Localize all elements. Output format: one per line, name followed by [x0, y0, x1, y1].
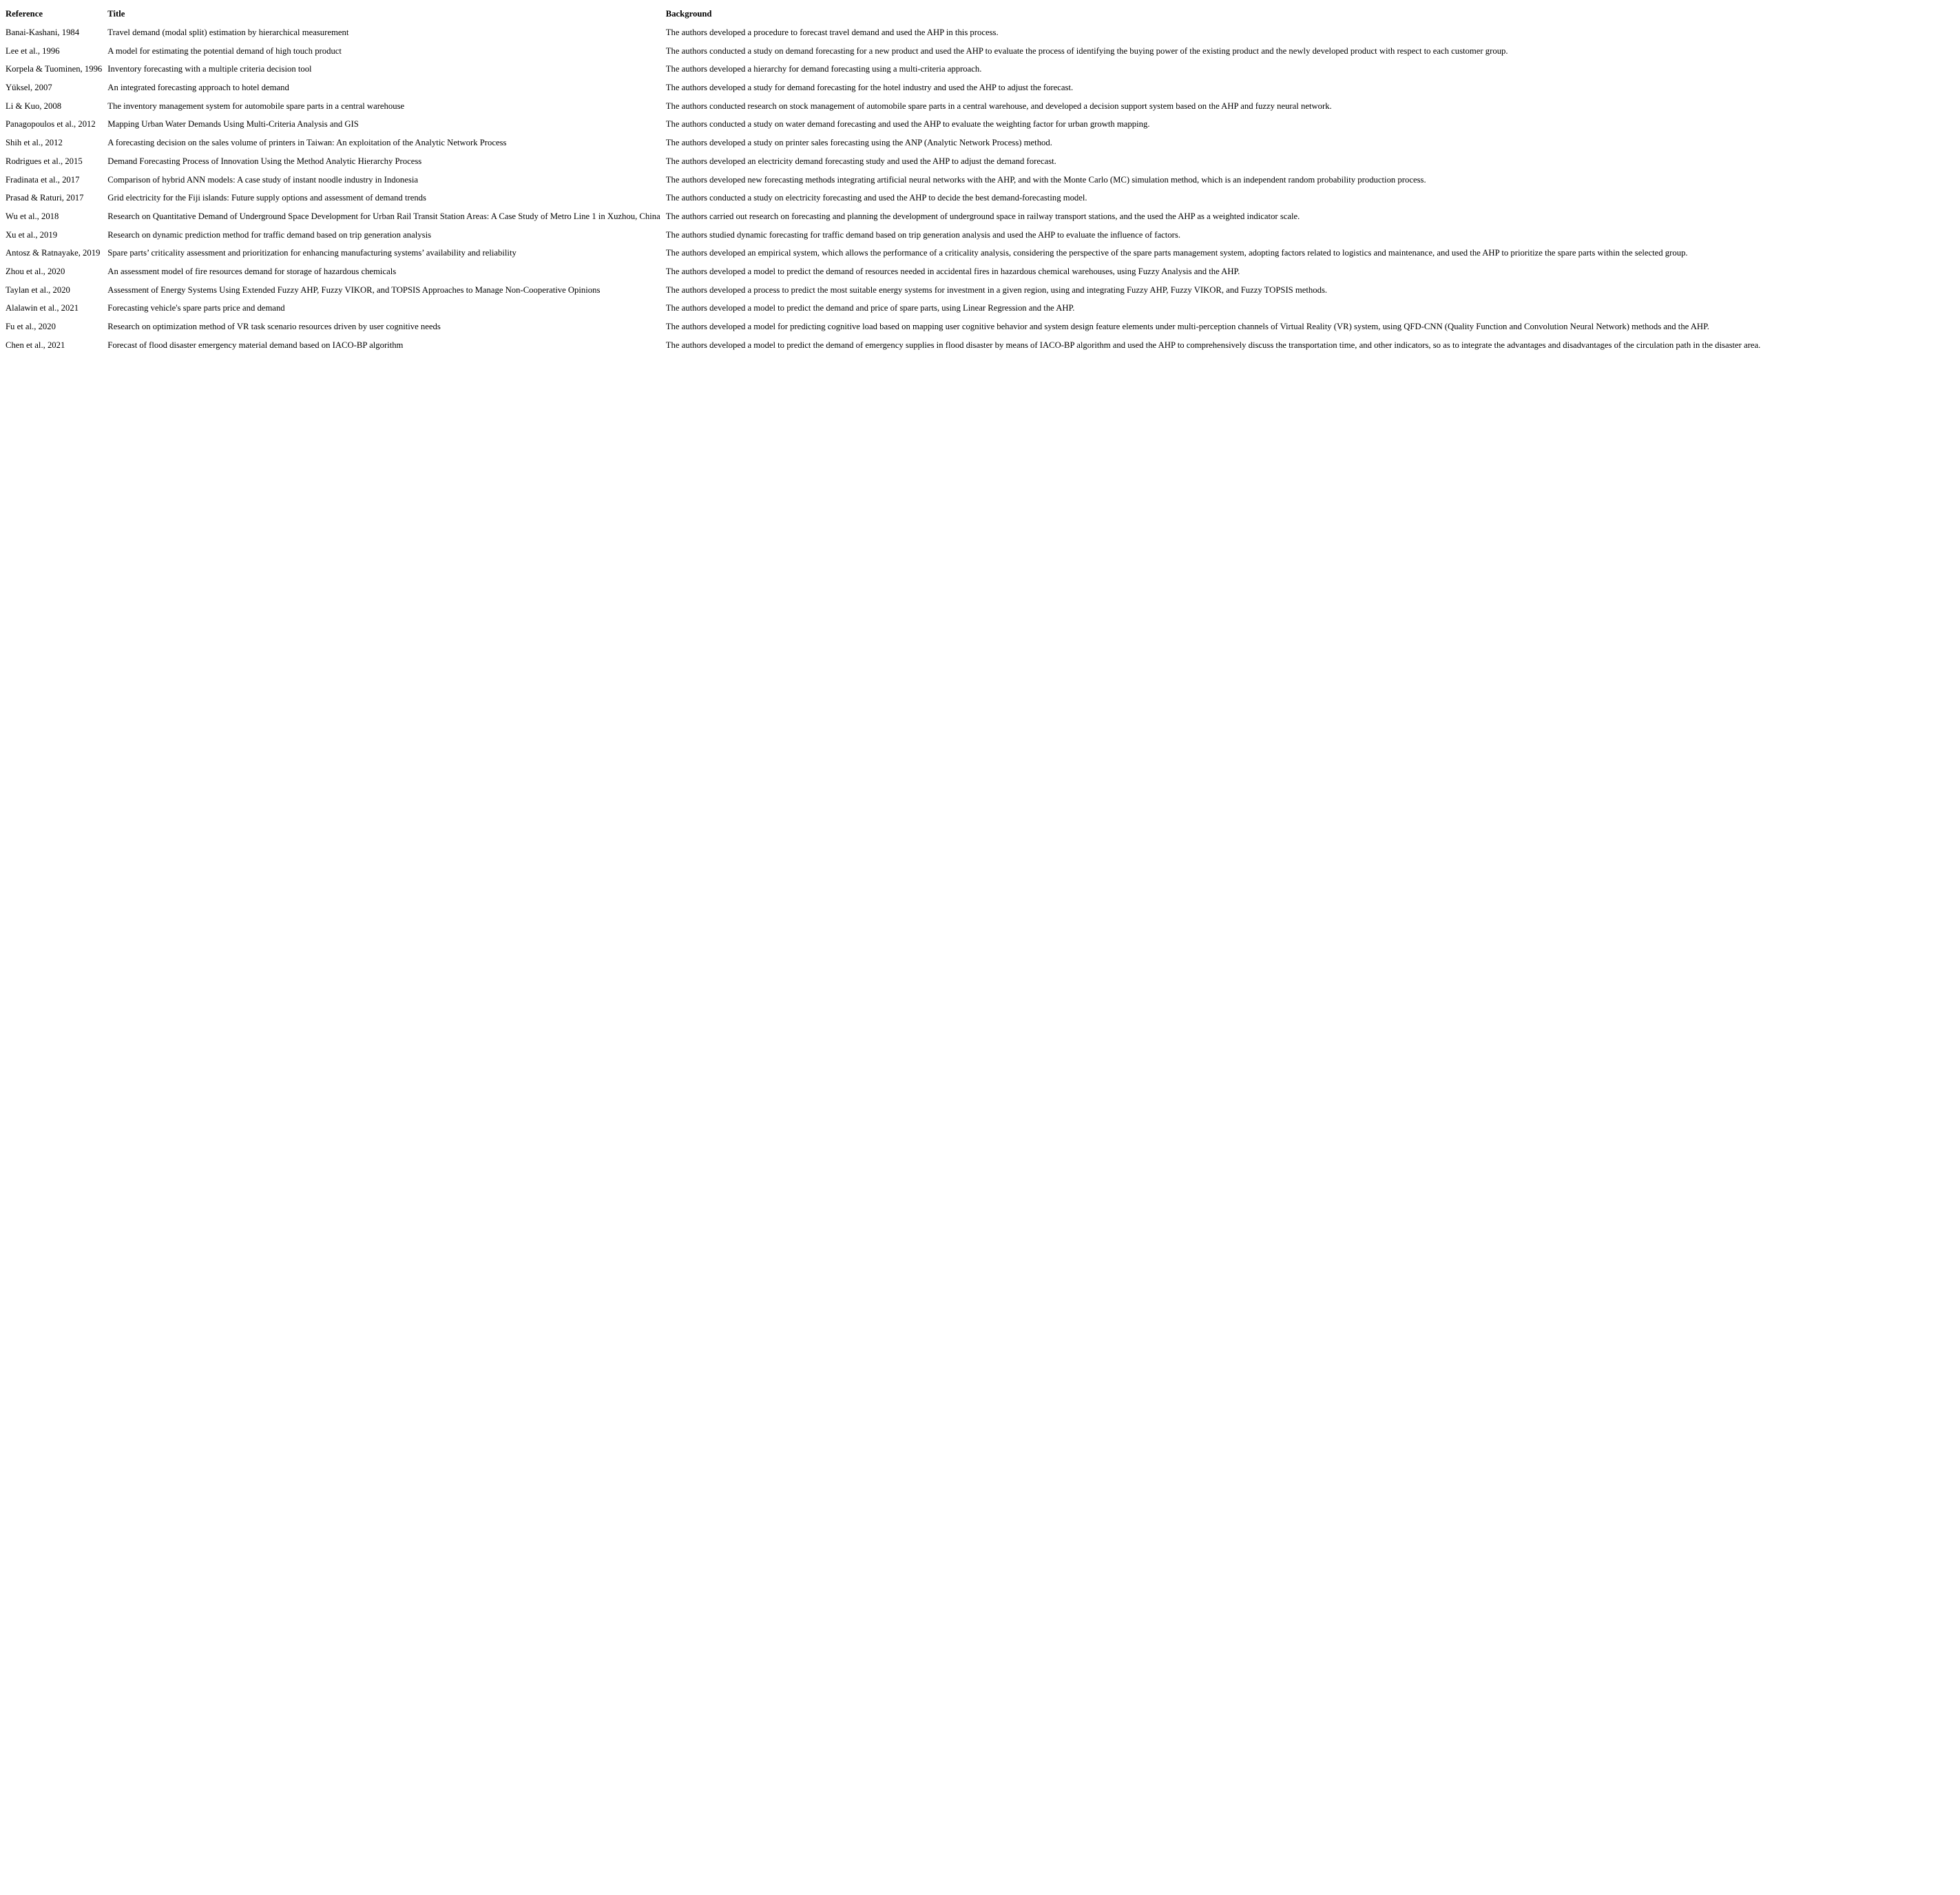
reference-cell: Wu et al., 2018: [6, 211, 59, 221]
title-cell: Assessment of Energy Systems Using Extended Fuzzy AHP, Fuzzy VIKOR, and TOPSIS Approaches to Manage Non-Cooperative Opinions: [107, 284, 601, 295]
title-cell: Mapping Urban Water Demands Using Multi-Criteria Analysis and GIS: [107, 119, 359, 130]
title-cell: Research on optimization method of VR task scenario resources driven by user cognitive needs: [107, 322, 441, 332]
reference-cell: Prasad & Raturi, 2017: [6, 193, 84, 203]
reference-cell: Korpela & Tuominen, 1996: [6, 64, 103, 74]
reference-cell: Lee et al., 1996: [6, 45, 60, 56]
title-cell: A forecasting decision on the sales volume of printers in Taiwan: An exploitation of the Analytic Network Process: [107, 138, 507, 148]
table-row: [3, 96, 1763, 115]
title-cell: Travel demand (modal split) estimation by hierarchical measurement: [107, 28, 349, 38]
reference-cell: Taylan et al., 2020: [6, 284, 70, 295]
table-body: [3, 23, 1763, 354]
reference-cell: Rodrigues et al., 2015: [6, 156, 83, 166]
background-cell: The authors studied dynamic forecasting for traffic demand based on trip generation analysis and used the AHP to evaluate the influence of factors.: [665, 229, 1180, 240]
background-cell: The authors conducted research on stock management of automobile spare parts in a central warehouse, and developed a decision support system based on the AHP and fuzzy neural network.: [665, 101, 1332, 111]
table-row: [3, 23, 1763, 42]
reference-cell: Li & Kuo, 2008: [6, 101, 62, 111]
table-row: [3, 115, 1763, 134]
background-cell: The authors conducted a study on electricity forecasting and used the AHP to decide the best demand-forecasting model.: [665, 193, 1087, 203]
table-row: [3, 207, 1763, 226]
header-background: Background: [665, 9, 712, 19]
table-row: [3, 262, 1763, 281]
table-row: [3, 60, 1763, 79]
table-row: [3, 152, 1763, 171]
reference-cell: Yüksel, 2007: [6, 83, 52, 93]
background-cell: The authors developed new forecasting methods integrating artificial neural networks with the AHP, and with the Monte Carlo (MC) simulation method, which is an independent random probability production process.: [665, 174, 1426, 185]
background-cell: The authors developed a model to predict the demand of resources needed in accidental fires in hazardous chemical warehouses, using Fuzzy Analysis and the AHP.: [665, 266, 1240, 276]
background-cell: The authors developed a procedure to forecast travel demand and used the AHP in this process.: [665, 28, 999, 38]
background-cell: The authors developed a process to predict the most suitable energy systems for investment in a given region, using and integrating Fuzzy AHP, Fuzzy VIKOR, and Fuzzy TOPSIS methods.: [665, 284, 1328, 295]
reference-cell: Panagopoulos et al., 2012: [6, 119, 96, 130]
table-row: [3, 280, 1763, 299]
reference-cell: Fradinata et al., 2017: [6, 174, 80, 185]
title-cell: An integrated forecasting approach to hotel demand: [107, 83, 289, 93]
background-cell: The authors developed a study on printer sales forecasting using the ANP (Analytic Network Process) method.: [665, 138, 1052, 148]
reference-cell: Alalawin et al., 2021: [6, 303, 79, 313]
table-header: [3, 5, 1763, 23]
background-cell: The authors developed an electricity demand forecasting study and used the AHP to adjust the demand forecast.: [665, 156, 1056, 166]
title-cell: Forecast of flood disaster emergency material demand based on IACO-BP algorithm: [107, 340, 404, 350]
reference-cell: Xu et al., 2019: [6, 229, 58, 240]
table-row: [3, 318, 1763, 336]
table-row: [3, 244, 1763, 262]
background-cell: The authors developed a model to predict the demand and price of spare parts, using Linear Regression and the AHP.: [665, 303, 1075, 313]
title-cell: An assessment model of fire resources demand for storage of hazardous chemicals: [107, 266, 397, 276]
literature-table: [3, 5, 1763, 354]
background-cell: The authors developed a model for predicting cognitive load based on mapping user cognitive behavior and system design feature elements under multi-perception channels of Virtual Reality (VR) system, using QFD-CNN (Quality Function and Convolution Neural Network) methods and the AHP.: [665, 322, 1709, 332]
reference-cell: Antosz & Ratnayake, 2019: [6, 248, 101, 258]
background-cell: The authors conducted a study on demand forecasting for a new product and used the AHP to evaluate the process of identifying the buying power of the existing product and the newly developed product with respect to each customer group.: [665, 45, 1508, 56]
reference-cell: Zhou et al., 2020: [6, 266, 65, 276]
table-row: [3, 170, 1763, 189]
title-cell: Inventory forecasting with a multiple criteria decision tool: [107, 64, 312, 74]
background-cell: The authors conducted a study on water demand forecasting and used the AHP to evaluate the weighting factor for urban growth mapping.: [665, 119, 1150, 130]
table-row: [3, 335, 1763, 354]
header-row: [3, 5, 1763, 23]
header-title: Title: [107, 9, 125, 19]
title-cell: A model for estimating the potential demand of high touch product: [107, 45, 342, 56]
title-cell: Demand Forecasting Process of Innovation Using the Method Analytic Hierarchy Process: [107, 156, 422, 166]
table-row: [3, 299, 1763, 318]
reference-cell: Chen et al., 2021: [6, 340, 65, 350]
title-cell: The inventory management system for automobile spare parts in a central warehouse: [107, 101, 405, 111]
reference-cell: Fu et al., 2020: [6, 322, 56, 332]
table-row: [3, 134, 1763, 152]
header-reference: Reference: [6, 9, 43, 19]
title-cell: Forecasting vehicle's spare parts price and demand: [107, 303, 285, 313]
background-cell: The authors developed a study for demand forecasting for the hotel industry and used the AHP to adjust the forecast.: [665, 83, 1074, 93]
background-cell: The authors developed a hierarchy for demand forecasting using a multi-criteria approach.: [665, 64, 982, 74]
table-row: [3, 79, 1763, 97]
title-cell: Grid electricity for the Fiji islands: Future supply options and assessment of demand trends: [107, 193, 426, 203]
background-cell: The authors carried out research on forecasting and planning the development of underground space in railway transport stations, and the used the AHP as a weighted indicator scale.: [665, 211, 1300, 221]
background-cell: The authors developed a model to predict the demand of emergency supplies in flood disaster by means of IACO-BP algorithm and used the AHP to comprehensively discuss the transportation time, and other indicators, so as to integrate the advantages and disadvantages of the circulation path in the disaster area.: [665, 340, 1761, 350]
title-cell: Research on Quantitative Demand of Underground Space Development for Urban Rail Transit Station Areas: A Case Study of Metro Line 1 in Xuzhou, China: [107, 211, 660, 221]
table-row: [3, 189, 1763, 207]
reference-cell: Banai-Kashani, 1984: [6, 28, 80, 38]
title-cell: Research on dynamic prediction method for traffic demand based on trip generation analysis: [107, 229, 432, 240]
background-cell: The authors developed an empirical system, which allows the performance of a criticality analysis, considering the perspective of the spare parts management system, adopting factors related to logistics and maintenance, and used the AHP to prioritize the spare parts within the selected group.: [665, 248, 1688, 258]
table-row: [3, 225, 1763, 244]
title-cell: Comparison of hybrid ANN models: A case study of instant noodle industry in Indonesia: [107, 174, 418, 185]
table-row: [3, 41, 1763, 60]
reference-cell: Shih et al., 2012: [6, 138, 63, 148]
title-cell: Spare parts’ criticality assessment and prioritization for enhancing manufacturing systems’ availability and reliability: [107, 248, 517, 258]
